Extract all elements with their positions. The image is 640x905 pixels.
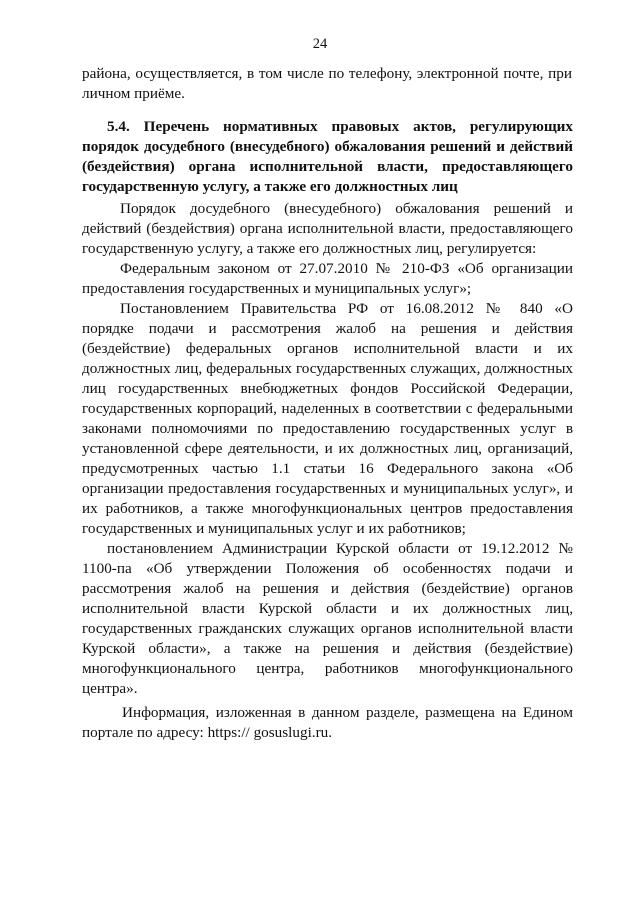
body-line: Федеральным законом от 27.07.2010 № 210-ФЗ «Об организации <box>120 260 573 277</box>
body-line: Информация, изложенная в данном разделе, размещена на Едином <box>122 704 573 721</box>
body-line: их работников, а также многофункциональных центров предоставления <box>82 500 573 517</box>
body-line: Постановлением Правительства РФ от 16.08.2012 № 840 «О <box>120 300 573 317</box>
body-line: государственных гражданских служащих органов исполнительной власти <box>82 620 573 637</box>
body-line: лиц государственных внебюджетных фондов Российской Федерации, <box>82 380 573 397</box>
body-line: порядке подачи и рассмотрения жалоб на решения и действия <box>82 320 573 337</box>
body-line: Курской области», а также на решения и действия (бездействие) <box>82 640 573 657</box>
body-line: должностных лиц, федеральных государственных служащих, должностных <box>82 360 573 377</box>
body-line: (бездействие) федеральных органов исполнительной власти и их <box>82 340 573 357</box>
body-line: Порядок досудебного (внесудебного) обжалования решений и <box>120 200 573 217</box>
intro-line: района, осуществляется, в том числе по телефону, электронной почте, при <box>82 65 572 82</box>
body-line: установленной сфере деятельности, и их должностных лиц, организаций, <box>82 440 573 457</box>
body-line: рассмотрения жалоб на решения и действия (бездействие) органов <box>82 580 573 597</box>
body-line: предоставления государственных и муниципальных услуг»; <box>82 280 472 297</box>
body-line: постановлением Администрации Курской области от 19.12.2012 № <box>107 540 573 557</box>
body-line: портале по адресу: https:// gosuslugi.ru. <box>82 724 333 741</box>
intro-line: личном приёме. <box>82 85 185 102</box>
section-heading-line: 5.4. Перечень нормативных правовых актов, регулирующих <box>107 118 573 135</box>
body-line: государственных и муниципальных услуг и их работников; <box>82 520 466 537</box>
body-line: предусмотренных частью 1.1 статьи 16 Федерального закона «Об <box>82 460 573 477</box>
body-line: организации предоставления государственных и муниципальных услуг», и <box>82 480 573 497</box>
body-line: действий (бездействия) органа исполнительной власти, предоставляющего <box>82 220 573 237</box>
page-number: 24 <box>312 36 328 52</box>
section-heading-line: (бездействия) органа исполнительной власти, предоставляющего <box>82 158 573 175</box>
body-line: центра». <box>82 680 138 697</box>
section-heading-line: государственную услугу, а также его должностных лиц <box>82 178 458 195</box>
body-line: государственную услугу, а также его должностных лиц, регулируется: <box>82 240 537 257</box>
body-line: 1100-па «Об утверждении Положения об особенностях подачи и <box>82 560 573 577</box>
body-line: государственных корпораций, наделенных в соответствии с федеральными <box>82 400 573 417</box>
body-line: законами полномочиями по предоставлению государственных услуг в <box>82 420 573 437</box>
section-heading-line: порядок досудебного (внесудебного) обжалования решений и действий <box>82 138 573 155</box>
body-line: исполнительной власти Курской области и их должностных лиц, <box>82 600 573 617</box>
body-line: многофункционального центра, работников многофункционального <box>82 660 573 677</box>
